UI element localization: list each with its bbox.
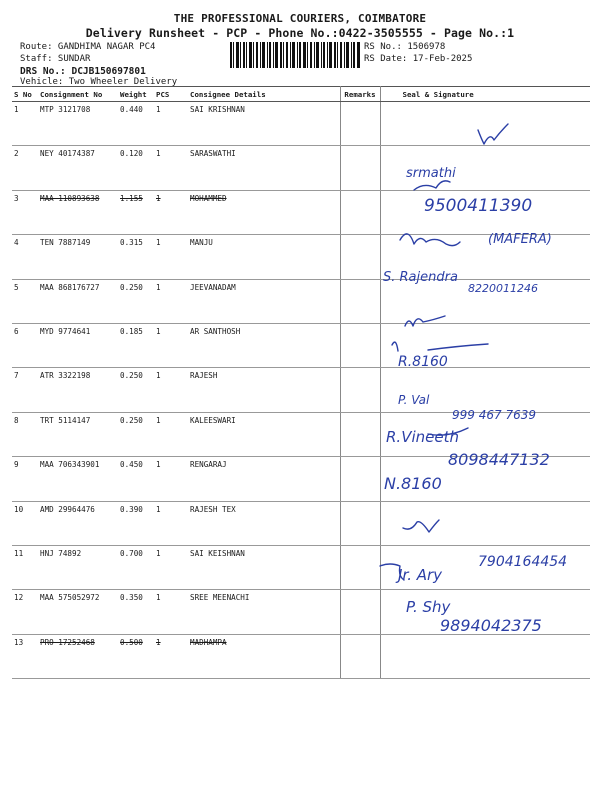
handwritten-signature: S. Rajendra [383, 270, 458, 285]
handwritten-signature: P. Val [398, 393, 430, 407]
weight-cell: 0.250 [118, 412, 154, 456]
pcs-cell: 1 [154, 457, 188, 501]
pcs-cell: 1 [154, 545, 188, 589]
remarks-cell [340, 323, 380, 367]
pcs-cell: 1 [154, 634, 188, 678]
pcs-cell: 1 [154, 368, 188, 412]
weight-cell: 0.500 [118, 634, 154, 678]
staff-text: Staff: SUNDAR [20, 54, 91, 64]
table-row [12, 634, 590, 678]
remarks-cell [340, 279, 380, 323]
sno-cell: 5 [12, 279, 38, 323]
weight-cell: 0.440 [118, 102, 154, 146]
table-row [12, 146, 590, 190]
column-header: Consignee Details [188, 87, 340, 102]
consignee-cell: RAJESH [188, 368, 340, 412]
pcs-cell: 1 [154, 235, 188, 279]
pcs-cell: 1 [154, 146, 188, 190]
column-header: Consignment No [38, 87, 118, 102]
weight-cell: 0.700 [118, 545, 154, 589]
handwritten-signature: Jr. Ary [398, 566, 443, 584]
consignee-cell: SAI KRISHNAN [188, 102, 340, 146]
column-header: Weight [118, 87, 154, 102]
pcs-cell: 1 [154, 590, 188, 634]
column-header: S No [12, 87, 38, 102]
consignee-cell: SAI KEISHNAN [188, 545, 340, 589]
remarks-cell [340, 368, 380, 412]
pcs-cell: 1 [154, 412, 188, 456]
sno-cell: 8 [12, 412, 38, 456]
remarks-cell [340, 545, 380, 589]
consignment-cell: PRO 17252468 [38, 634, 118, 678]
consignment-cell: TRT 5114147 [38, 412, 118, 456]
remarks-cell [340, 634, 380, 678]
pcs-cell: 1 [154, 190, 188, 234]
weight-cell: 0.450 [118, 457, 154, 501]
route-text: Route: GANDHIMA NAGAR PC4 [20, 42, 156, 52]
consignee-cell: AR SANTHOSH [188, 323, 340, 367]
handwritten-phone: 9500411390 [424, 196, 533, 216]
company-title: THE PROFESSIONAL COURIERS, COIMBATORE [173, 12, 427, 25]
handwritten-phone: 8098447132 [448, 450, 550, 469]
sno-cell: 9 [12, 457, 38, 501]
table-header-row [12, 87, 590, 102]
consignee-cell: RAJESH TEX [188, 501, 340, 545]
handwritten-phone: 8220011246 [468, 282, 538, 295]
column-header: Seal & Signature [380, 87, 590, 102]
remarks-cell [340, 190, 380, 234]
handwritten-phone: 999 467 7639 [452, 408, 536, 422]
table-row [12, 501, 590, 545]
consignee-cell: JEEVANADAM [188, 279, 340, 323]
barcode-icon [230, 42, 360, 68]
handwritten-signature: R.Vineeth [386, 428, 459, 446]
runsheet-title: Delivery Runsheet - PCP - Phone No.:0422-3505555 - Page No.:1 [85, 26, 515, 40]
rs-date: RS Date: 17-Feb-2025 [364, 54, 473, 64]
sno-cell: 10 [12, 501, 38, 545]
sno-cell: 1 [12, 102, 38, 146]
weight-cell: 0.250 [118, 279, 154, 323]
consignment-cell: HNJ 74892 [38, 545, 118, 589]
sno-cell: 3 [12, 190, 38, 234]
remarks-cell [340, 412, 380, 456]
sno-cell: 2 [12, 146, 38, 190]
consignment-cell: MAA 110893638 [38, 190, 118, 234]
signature-cell [380, 634, 590, 678]
sno-cell: 7 [12, 368, 38, 412]
remarks-cell [340, 457, 380, 501]
weight-cell: 0.185 [118, 323, 154, 367]
table-row [12, 368, 590, 412]
remarks-cell [340, 590, 380, 634]
consignee-cell: SREE MEENACHI [188, 590, 340, 634]
rs-number: RS No.: 1506978 [364, 42, 446, 52]
consignment-cell: MTP 3121708 [38, 102, 118, 146]
consignment-cell: MAA 868176727 [38, 279, 118, 323]
consignee-cell: MADHAMPA [188, 634, 340, 678]
consignee-cell: SARASWATHI [188, 146, 340, 190]
signature-cell [380, 501, 590, 545]
sno-cell: 4 [12, 235, 38, 279]
weight-cell: 0.350 [118, 590, 154, 634]
consignee-cell: KALEESWARI [188, 412, 340, 456]
handwritten-signature: (MAFERA) [488, 232, 552, 247]
consignment-cell: MAA 575052972 [38, 590, 118, 634]
remarks-cell [340, 146, 380, 190]
sno-cell: 6 [12, 323, 38, 367]
consignee-cell: MANJU [188, 235, 340, 279]
column-header: PCS [154, 87, 188, 102]
drs-number: DRS No.: DCJB150697801 [20, 66, 146, 77]
sno-cell: 11 [12, 545, 38, 589]
weight-cell: 0.250 [118, 368, 154, 412]
consignment-cell: TEN 7887149 [38, 235, 118, 279]
column-header: Remarks [340, 87, 380, 102]
runsheet-table [12, 86, 590, 679]
weight-cell: 0.390 [118, 501, 154, 545]
pcs-cell: 1 [154, 323, 188, 367]
consignment-cell: NEY 40174387 [38, 146, 118, 190]
table-row [12, 102, 590, 146]
handwritten-phone: 9894042375 [440, 616, 542, 635]
vehicle-text: Vehicle: Two Wheeler Delivery [20, 77, 178, 87]
remarks-cell [340, 501, 380, 545]
weight-cell: 0.120 [118, 146, 154, 190]
weight-cell: 0.315 [118, 235, 154, 279]
remarks-cell [340, 102, 380, 146]
consignment-cell: ATR 3322198 [38, 368, 118, 412]
pcs-cell: 1 [154, 501, 188, 545]
consignment-cell: AMD 29964476 [38, 501, 118, 545]
table-row [12, 323, 590, 367]
handwritten-signature: P. Shy [406, 598, 451, 616]
handwritten-signature: srmathi [406, 166, 456, 181]
sno-cell: 12 [12, 590, 38, 634]
signature-cell [380, 102, 590, 146]
handwritten-phone: 7904164454 [478, 554, 568, 570]
pcs-cell: 1 [154, 102, 188, 146]
pcs-cell: 1 [154, 279, 188, 323]
handwritten-signature: R.8160 [398, 354, 448, 370]
consignment-cell: MAA 706343901 [38, 457, 118, 501]
remarks-cell [340, 235, 380, 279]
consignee-cell: RENGARAJ [188, 457, 340, 501]
weight-cell: 1.155 [118, 190, 154, 234]
consignee-cell: MOHAMMED [188, 190, 340, 234]
consignment-cell: MYD 9774641 [38, 323, 118, 367]
handwritten-signature: N.8160 [384, 474, 442, 493]
sno-cell: 13 [12, 634, 38, 678]
